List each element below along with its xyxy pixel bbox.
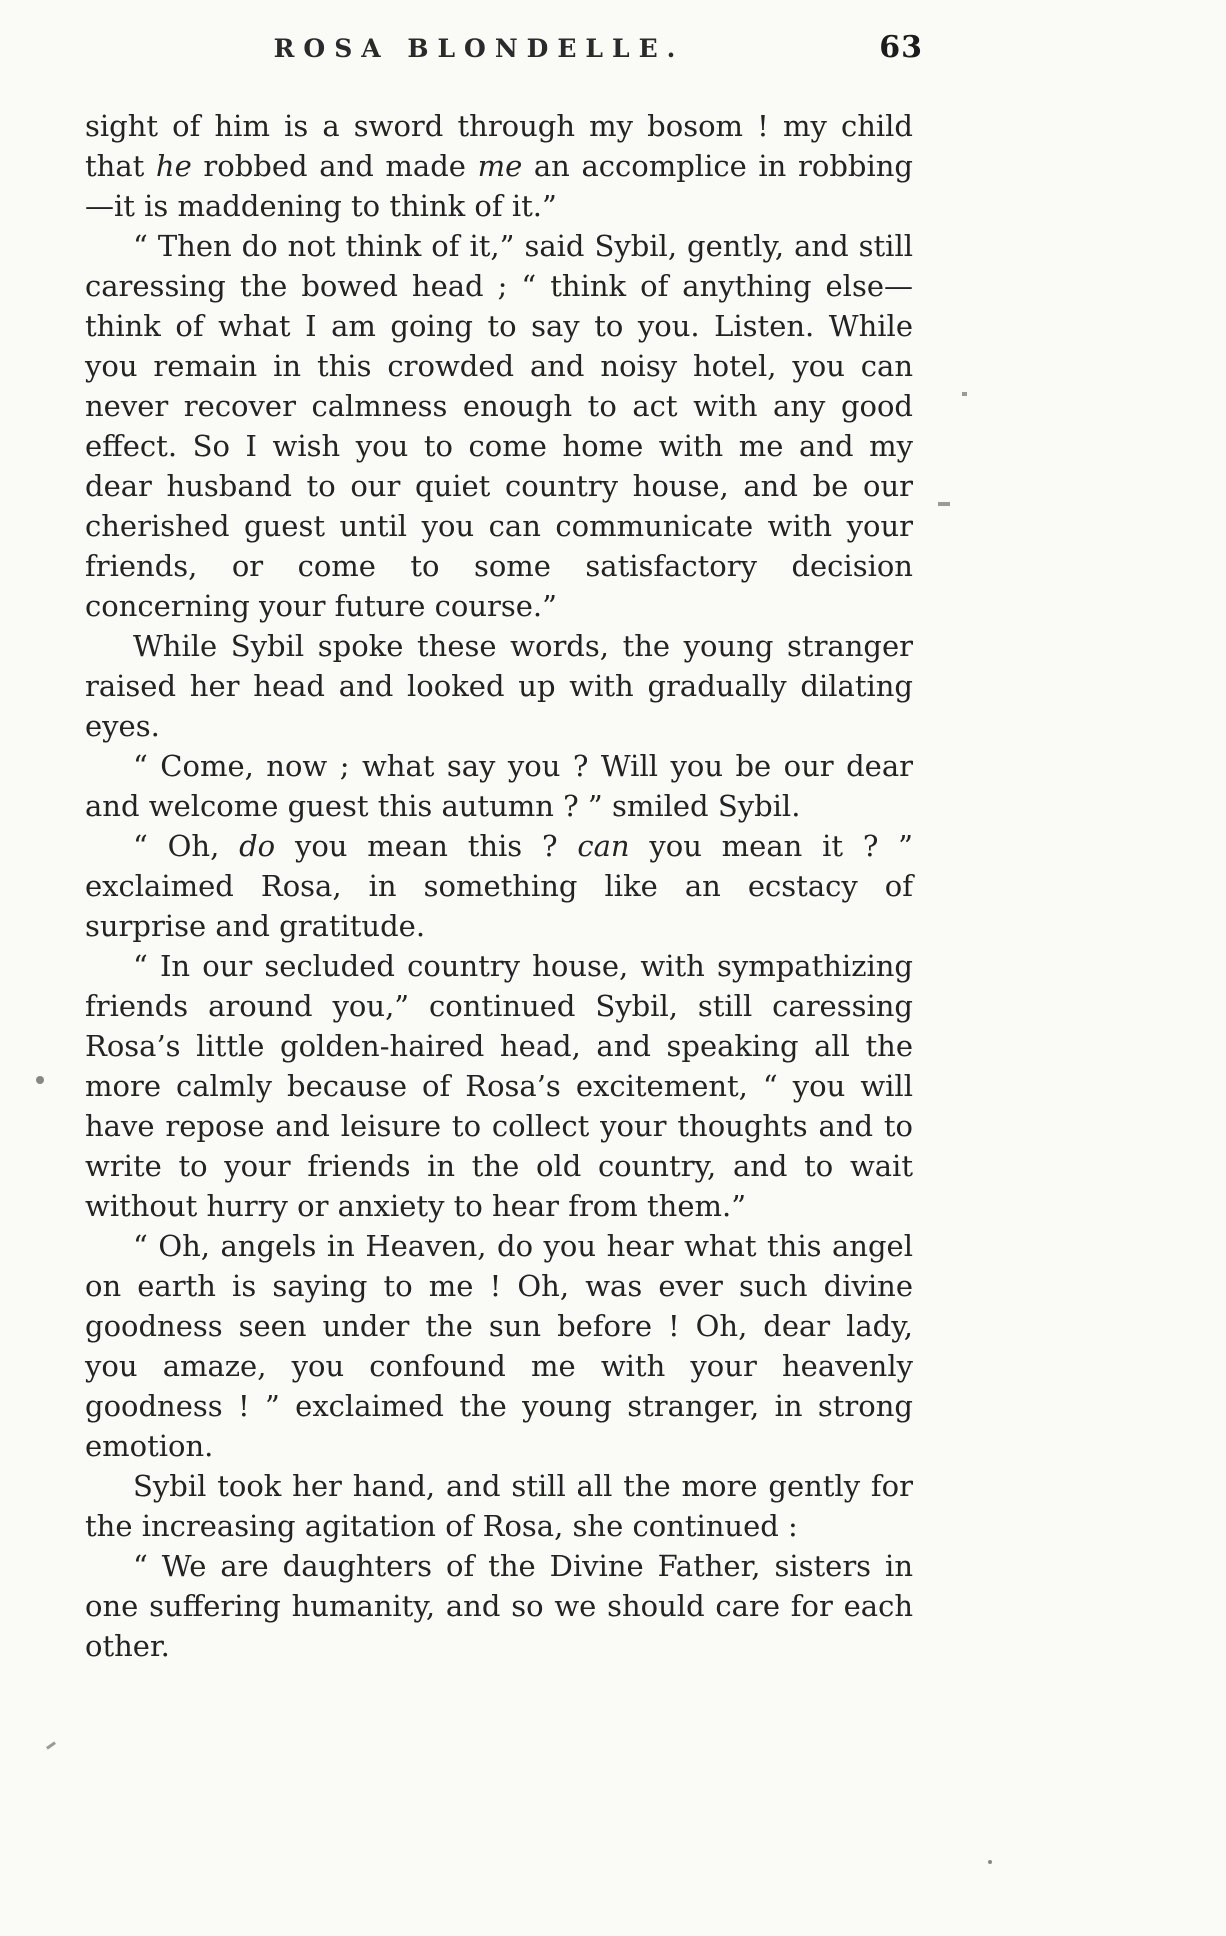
paragraph — [85, 626, 913, 746]
paragraph — [85, 106, 913, 226]
scan-speck — [36, 1076, 44, 1084]
text-run: “ Then do not think of it,” said Sybil, gently, and still caressing the bowed head ; “ think of anything else—think of what I am going to say to you. Listen. While you remain in this crowded and noisy hotel, you can never recover calmness enough to act with any good effect. So I wish you to come home with me and my dear husband to our quiet country house, and be our cherished guest until you can communicate with your friends, or come to some satisfactory decision concerning your future course.” — [85, 229, 913, 623]
italic-text-run: do — [239, 829, 276, 863]
page-number: 63 — [879, 30, 923, 65]
body-text — [85, 106, 913, 1666]
scan-speck — [46, 1741, 56, 1749]
page-header — [85, 30, 923, 80]
paragraph — [85, 946, 913, 1226]
text-run: you mean it ? ” exclaimed Rosa, in something like an ecstacy of surprise and gratitude. — [85, 829, 913, 943]
text-run: “ Oh, angels in Heaven, do you hear what this angel on earth is saying to me ! Oh, was ever such divine goodness seen under the sun before ! Oh, dear lady, you amaze, you confound me with your heavenly goodness ! ” exclaimed the young stranger, in strong emotion. — [85, 1229, 913, 1463]
paragraph — [85, 226, 913, 626]
italic-text-run: can — [577, 829, 630, 863]
running-title: ROSA BLONDELLE. — [273, 34, 685, 63]
paragraph — [85, 1546, 913, 1666]
scan-speck — [988, 1860, 992, 1864]
paragraph — [85, 1226, 913, 1466]
book-page — [85, 30, 923, 1666]
text-run: Sybil took her hand, and still all the more gently for the increasing agitation of Rosa, she continued : — [85, 1469, 913, 1543]
scan-speck — [938, 502, 950, 506]
text-run: “ Come, now ; what say you ? Will you be our dear and welcome guest this autumn ? ” smiled Sybil. — [85, 749, 913, 823]
text-run: “ Oh, — [133, 829, 240, 863]
text-run: sight of him is a sword through my bosom ! my child that — [85, 109, 913, 183]
text-run: you mean this ? — [275, 829, 578, 863]
text-run: “ We are daughters of the Divine Father, sisters in one suffering humanity, and so we should care for each other. — [85, 1549, 913, 1663]
text-run: robbed and made — [191, 149, 478, 183]
italic-text-run: he — [155, 149, 192, 183]
scan-speck — [962, 392, 967, 396]
paragraph — [85, 1466, 913, 1546]
text-run: While Sybil spoke these words, the young stranger raised her head and looked up with gradually dilating eyes. — [85, 629, 913, 743]
paragraph — [85, 746, 913, 826]
italic-text-run: me — [477, 149, 523, 183]
text-run: an accomplice in robbing—it is maddening to think of it.” — [85, 149, 913, 223]
paragraph — [85, 826, 913, 946]
text-run: “ In our secluded country house, with sympathizing friends around you,” continued Sybil, still caressing Rosa’s little golden-haired head, and speaking all the more calmly because of Rosa’s excitement, “ you will have repose and leisure to collect your thoughts and to write to your friends in the old country, and to wait without hurry or anxiety to hear from them.” — [85, 949, 913, 1223]
